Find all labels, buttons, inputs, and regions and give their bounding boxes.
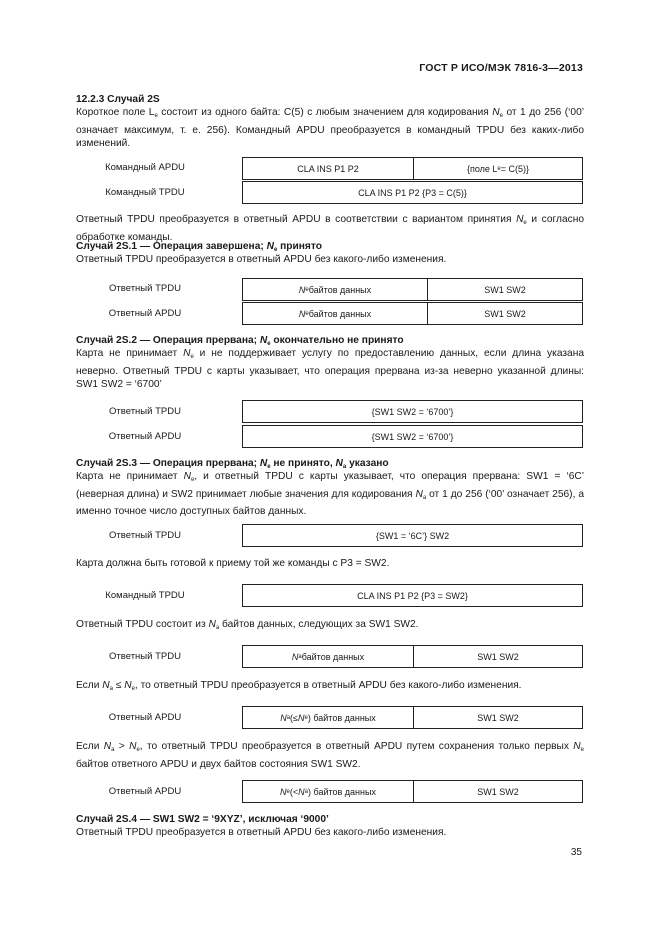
data-cell: N a байтов данных (291, 651, 365, 662)
sw-cell: SW1 SW2 (427, 279, 582, 300)
paragraph: Если $N_a \le N_e$, то ответный TPDU преобразуется в ответный APDU без какого-либо изменения. (76, 680, 522, 692)
row-label: Командный APDU (105, 162, 185, 173)
response-apdu-box (242, 780, 583, 803)
sw-cell: SW1 SW2 (413, 646, 582, 667)
row-label: Командный TPDU (105, 187, 185, 198)
row-label: Ответный TPDU (109, 406, 181, 417)
row-label: Ответный TPDU (109, 530, 181, 541)
response-tpdu-box (242, 278, 583, 301)
data-cell: N a (≤ N e ) байтов данных (280, 712, 376, 723)
le-field-cell: {поле L e = C(5)} (413, 158, 582, 179)
status-cell: {SW1 SW2 = ‘6700’} (371, 406, 454, 417)
row-label: Ответный APDU (108, 308, 182, 319)
case-title: Случай 2S.3 — Операция прервана; $N_e$ не принято, $N_a$ указано (76, 458, 389, 470)
case-text: Карта не принимает $N_e$, и ответный TPDU с карты указывает, что операция прервана: SW1 = ‘6C’ (неверная длина) и SW2 принимает любые значения для кодирования $N_a$ от 1 до 256 (‘00’ означает 256), а именно точное число доступных байтов данных. (76, 471, 584, 518)
status-cell: {SW1 = ‘6C’} SW2 (375, 530, 450, 541)
case-title: Случай 2S.4 — SW1 SW2 = ‘9XYZ’, исключая ‘9000’ (76, 814, 329, 825)
sw-cell: SW1 SW2 (413, 781, 582, 802)
data-cell: N e (< N a ) байтов данных (280, 786, 376, 797)
paragraph: Карта должна быть готовой к приему той же команды с P3 = SW2. (76, 558, 390, 569)
status-cell: {SW1 SW2 = ‘6700’} (371, 431, 454, 442)
document-header: ГОСТ Р ИСО/МЭК 7816-3—2013 (419, 62, 583, 74)
header-cell: CLA INS P1 P2 (297, 163, 359, 174)
paragraph: Ответный TPDU состоит из $N_a$ байтов данных, следующих за SW1 SW2. (76, 619, 419, 631)
command-apdu-box (242, 157, 583, 180)
data-cell: N e байтов данных (298, 308, 372, 319)
paragraph: Если $N_a > N_e$, то ответный TPDU преобразуется в ответный APDU путем сохранения только первых $N_e$ байтов ответного APDU и двух байтов состояния SW1 SW2. (76, 741, 584, 770)
page-number: 35 (570, 847, 582, 858)
case-title: Случай 2S.1 — Операция завершена; $N_e$ принято (76, 241, 322, 253)
response-apdu-box (242, 706, 583, 729)
case-title: Случай 2S.2 — Операция прервана; $N_e$ окончательно не принято (76, 335, 404, 347)
section-title: 12.2.3 Случай 2S (76, 94, 160, 105)
paragraph: Ответный TPDU преобразуется в ответный APDU в соответствии с вариантом принятия $N_e$ и согласно обработке команды. (76, 214, 585, 243)
response-apdu-box (242, 425, 583, 448)
data-cell: N e байтов данных (298, 284, 372, 295)
row-label: Ответный APDU (108, 712, 182, 723)
row-label: Ответный APDU (108, 431, 182, 442)
case-text: Ответный TPDU преобразуется в ответный APDU без какого-либо изменения. (76, 254, 447, 265)
tpdu-cell: CLA INS P1 P2 {P3 = SW2} (357, 590, 468, 601)
row-label: Командный TPDU (105, 590, 185, 601)
row-label: Ответный APDU (108, 786, 182, 797)
case-text: Карта не принимает $N_e$ и не поддерживает услугу по предоставлению данных, если длина указана неверно. Ответный TPDU с карты указывает, что операция прервана из-за неверно указанной длины: SW1 SW2 = ‘6700’ (76, 348, 584, 391)
sw-cell: SW1 SW2 (427, 303, 582, 324)
response-tpdu-box (242, 400, 583, 423)
command-tpdu-box (242, 181, 583, 204)
sw-cell: SW1 SW2 (413, 707, 582, 728)
response-tpdu-box (242, 524, 583, 547)
response-apdu-box (242, 302, 583, 325)
case-text: Ответный TPDU преобразуется в ответный APDU без какого-либо изменения. (76, 827, 447, 838)
row-label: Ответный TPDU (109, 651, 181, 662)
command-tpdu-box (242, 584, 583, 607)
section-paragraph: Короткое поле $L_e$ состоит из одного байта: C(5) с любым значением для кодирования $N_e$ от 1 до 256 (‘00’ означает максимум, т. е. 256). Командный APDU преобразуется в командный TPDU без каких-либо изменений. (76, 107, 584, 150)
row-label: Ответный TPDU (109, 283, 181, 294)
tpdu-cell: CLA INS P1 P2 {P3 = C(5)} (358, 187, 467, 198)
response-tpdu-box (242, 645, 583, 668)
